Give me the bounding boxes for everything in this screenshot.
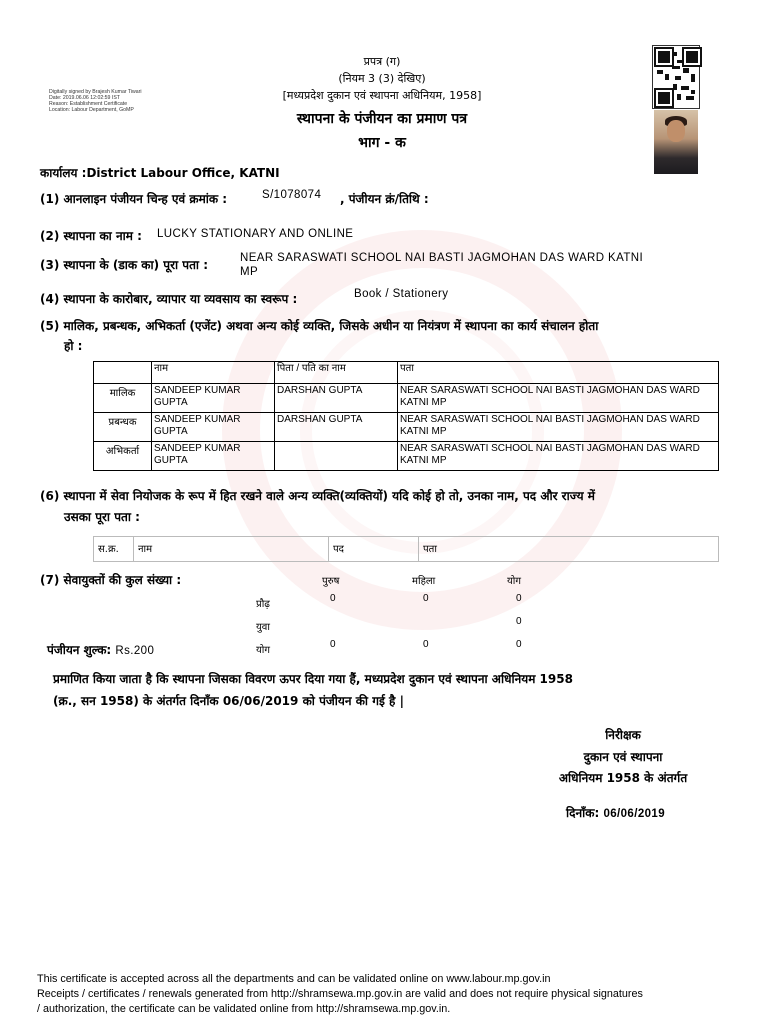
footer bbox=[37, 972, 643, 1017]
other-persons-label-cont: उसका पूरा पता : bbox=[64, 510, 140, 524]
address-value-line1: NEAR SARASWATI SCHOOL NAI BASTI JAGMOHAN DAS WARD KATNI bbox=[240, 252, 644, 264]
father-cell: DARSHAN GUPTA bbox=[275, 384, 398, 413]
name-cell: SANDEEP KUMAR GUPTA bbox=[152, 413, 275, 442]
date-label: दिनॉंक: bbox=[566, 806, 600, 820]
table-header: पता bbox=[398, 362, 719, 384]
adult-female: 0 bbox=[423, 593, 429, 604]
certification-line: (क्र., सन 1958) के अंतर्गत दिनॉंक 06/06/2019 को पंजीयन की गई है | bbox=[53, 694, 404, 708]
col-male: पुरुष bbox=[322, 576, 340, 587]
signatory-date bbox=[566, 804, 665, 821]
signature-line: Date: 2019.06.06 12:02:59 IST bbox=[49, 95, 120, 101]
address-cell: NEAR SARASWATI SCHOOL NAI BASTI JAGMOHAN DAS WARD KATNI MP bbox=[398, 442, 719, 471]
owner-section-label: (5) मालिक, प्रबन्धक, अभिकर्ता (एजेंट) अथवा अन्य कोई व्यक्ति, जिसके अधीन या नियंत्रण में स्थापना का कार्य संचालन होता bbox=[40, 319, 599, 333]
row-total: योग bbox=[256, 645, 271, 656]
footer-line: Receipts / certificates / renewals generated from http://shramsewa.mp.gov.in are valid and does not require physical signatures bbox=[37, 988, 643, 1000]
total-total: 0 bbox=[516, 639, 522, 650]
act-reference: [मध्यप्रदेश दुकान एवं स्थापना अधिनियम, 1958] bbox=[282, 89, 482, 102]
role-cell: मालिक bbox=[94, 384, 152, 413]
certification-line: प्रमाणित किया जाता है कि स्थापना जिसका विवरण ऊपर दिया गया हैं, मध्यप्रदेश दुकान एवं स्थापना अधिनियम 1958 bbox=[53, 672, 573, 686]
table-header bbox=[94, 362, 152, 384]
youth-total: 0 bbox=[516, 616, 522, 627]
registration-no-date-label: , पंजीयन क्रं/तिथि : bbox=[340, 192, 429, 206]
certificate-part: भाग - क bbox=[358, 135, 406, 151]
table-header: नाम bbox=[152, 362, 275, 384]
name-cell: SANDEEP KUMAR GUPTA bbox=[152, 384, 275, 413]
certificate-title: स्थापना के पंजीयन का प्रमाण पत्र bbox=[296, 111, 468, 127]
registration-label: (1) आनलाइन पंजीयन चिन्ह एवं क्रमांक : bbox=[40, 192, 228, 206]
role-cell: प्रबन्धक bbox=[94, 413, 152, 442]
address-value-line2: MP bbox=[240, 266, 259, 278]
certification-text bbox=[53, 668, 733, 712]
date-value: 06/06/2019 bbox=[603, 808, 666, 820]
table-header: पता bbox=[423, 544, 437, 555]
digital-signature bbox=[49, 89, 142, 113]
owner-photo bbox=[654, 110, 698, 174]
qr-code bbox=[652, 45, 700, 109]
total-male: 0 bbox=[330, 639, 336, 650]
business-value: Book / Stationery bbox=[354, 288, 449, 300]
signatory-dept: दुकान एवं स्थापना bbox=[583, 750, 663, 764]
form-number: प्रपत्र (ग) bbox=[363, 55, 401, 68]
business-label: (4) स्थापना के कारोबार, व्यापार या व्यवसाय का स्वरूप : bbox=[40, 292, 298, 306]
office-label: कार्यालय : bbox=[40, 166, 87, 180]
father-cell bbox=[275, 442, 398, 471]
total-female: 0 bbox=[423, 639, 429, 650]
father-cell: DARSHAN GUPTA bbox=[275, 413, 398, 442]
other-persons-table bbox=[93, 536, 719, 562]
fee-label: पंजीयन शुल्क: bbox=[47, 643, 112, 657]
establishment-name-label: (2) स्थापना का नाम : bbox=[40, 229, 142, 243]
table-header: पिता / पति का नाम bbox=[275, 362, 398, 384]
col-total: योग bbox=[507, 576, 522, 587]
signature-line: Reason: Establishment Certificate bbox=[49, 101, 128, 107]
adult-male: 0 bbox=[330, 593, 336, 604]
address-label: (3) स्थापना के (डाक का) पूरा पता : bbox=[40, 258, 208, 272]
name-cell: SANDEEP KUMAR GUPTA bbox=[152, 442, 275, 471]
signatory-act: अधिनियम 1958 के अंतर्गत bbox=[558, 771, 688, 785]
establishment-name-value: LUCKY STATIONARY AND ONLINE bbox=[157, 228, 354, 240]
other-persons-label: (6) स्थापना में सेवा नियोजक के रूप में हित रखने वाले अन्य व्यक्ति(व्यक्तियों) यदि कोई हो तो, उनका नाम, पद और राज्य में bbox=[40, 489, 595, 503]
role-cell: अभिकर्ता bbox=[94, 442, 152, 471]
registration-value: S/1078074 bbox=[262, 189, 322, 201]
office-row bbox=[40, 164, 280, 181]
table-row bbox=[94, 442, 719, 471]
employees-label: (7) सेवायुक्तों की कुल संख्या : bbox=[40, 573, 182, 587]
table-row bbox=[94, 413, 719, 442]
signature-line: Digitally signed by Brajesh Kumar Tiwari bbox=[49, 89, 142, 95]
adult-total: 0 bbox=[516, 593, 522, 604]
owners-table bbox=[93, 361, 719, 471]
signatory-title: निरीक्षक bbox=[605, 728, 641, 742]
owners-table-header bbox=[94, 362, 719, 384]
address-cell: NEAR SARASWATI SCHOOL NAI BASTI JAGMOHAN DAS WARD KATNI MP bbox=[398, 413, 719, 442]
col-female: महिला bbox=[412, 576, 436, 587]
row-youth: युवा bbox=[256, 622, 270, 633]
table-row bbox=[94, 384, 719, 413]
footer-line: This certificate is accepted across all the departments and can be validated online on www.labour.mp.gov.in bbox=[37, 973, 551, 985]
table-header: नाम bbox=[138, 544, 153, 555]
footer-line: / authorization, the certificate can be validated online from http://shramsewa.mp.gov.in. bbox=[37, 1003, 451, 1015]
rule-reference: (नियम 3 (3) देखिए) bbox=[338, 72, 426, 85]
fee-row bbox=[47, 641, 154, 658]
table-header: स.क्र. bbox=[98, 544, 119, 555]
address-cell: NEAR SARASWATI SCHOOL NAI BASTI JAGMOHAN DAS WARD KATNI MP bbox=[398, 384, 719, 413]
fee-value: Rs.200 bbox=[115, 645, 155, 657]
table-header: पद bbox=[333, 544, 344, 555]
office-value: District Labour Office, KATNI bbox=[86, 166, 280, 180]
row-adult: प्रौढ़ bbox=[256, 599, 270, 610]
owner-section-label-cont: हो : bbox=[64, 339, 83, 353]
signature-line: Location: Labour Department, GoMP bbox=[49, 107, 134, 113]
